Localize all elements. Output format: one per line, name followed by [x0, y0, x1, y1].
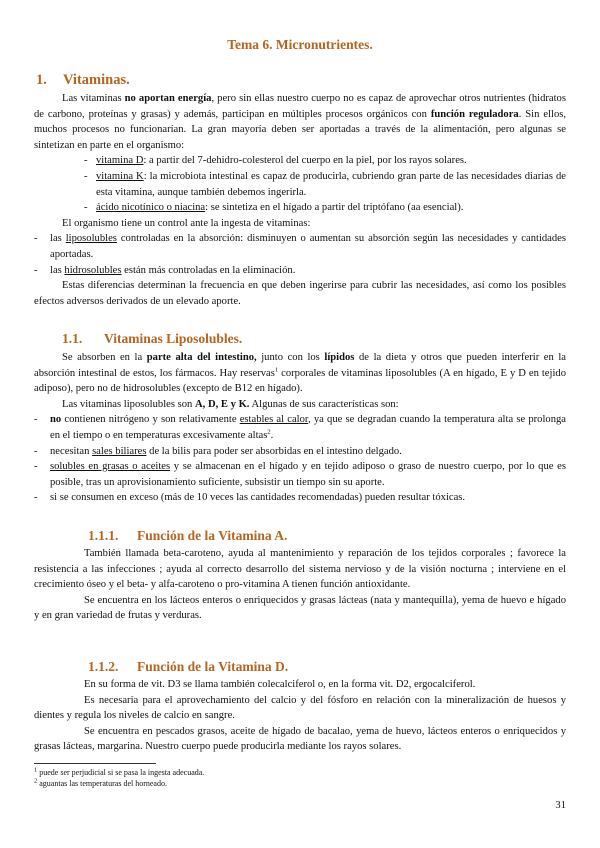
page-number: 31: [555, 800, 566, 811]
list-item: [34, 412, 566, 443]
heading-text: Función de la Vitamina A.: [137, 528, 288, 543]
heading-vitaminas: [36, 72, 130, 89]
section-vitamina-a-body: [34, 546, 566, 624]
underlined-term: liposolubles: [65, 233, 117, 245]
underlined-term: hidrosolubles: [64, 264, 122, 276]
text: corporales de vitaminas liposolubles (A en hígado, E y D en tejido adiposo), pero no de hidrosolubles (excepto de B12 en hígado).: [34, 367, 566, 395]
bold-text: lípidos: [324, 352, 355, 363]
list-item: [34, 153, 566, 169]
text: . Sin ellos, muchos procesos no funcionarían. La gran mayoría deben ser aportadas a través de la alimentación, pero algunas se sintetizan en parte en el organismo:: [34, 108, 567, 151]
footnote-number: 1: [34, 766, 38, 774]
paragraph: [34, 91, 566, 153]
list-item: - si se consumen en exceso (más de 10 veces las cantidades recomendadas) pueden resultar tóxicas.: [34, 490, 566, 506]
bold-text: no aportan energía: [124, 93, 212, 104]
footnote-2: [34, 779, 167, 789]
text: Las vitaminas: [62, 93, 125, 104]
paragraph: Se encuentra en los lácteos enteros o enriquecidos y grasas lácteas (nata y mantequilla), yema de huevo e hígado y en gran variedad de frutas y verduras.: [34, 594, 566, 622]
underlined-term: ácido nicotínico o niacina: [96, 202, 206, 214]
text: Las vitaminas liposolubles son: [62, 398, 196, 410]
text: : a partir del 7-dehidro-colesterol del cuerpo en la piel, por los rayos solares.: [143, 155, 467, 167]
text: junto con los: [256, 352, 325, 363]
heading-number: 1.: [36, 72, 47, 88]
footnote-ref[interactable]: 2: [267, 428, 271, 436]
underlined-term: sales biliares: [92, 445, 147, 457]
paragraph: También llamada beta-caroteno, ayuda al mantenimiento y reparación de los tejidos corporales ; favorece la resistencia a las infecciones ; ayuda al correcto desarrollo del sistema nervioso y de la visión nocturna ; interviene en el crecimiento óseo y el beta- y alfa-caroteno o pro-vitamina A tienen función antioxidante.: [34, 548, 566, 591]
underlined-term: solubles en grasas o aceites: [50, 461, 171, 473]
section-vitaminas-body: [34, 91, 566, 309]
underlined-term: estables al calor: [239, 414, 309, 426]
footnote-1: [34, 768, 204, 778]
paragraph: En su forma de vit. D3 se llama también colecalciferol o, en la forma vit. D2, ergocalciferol.: [84, 679, 476, 690]
text: Se absorben en la: [62, 352, 147, 363]
list-item: [34, 169, 566, 200]
paragraph: [34, 397, 566, 413]
text: de la dieta y otros que pueden interferir en la absorción intestinal de estos, los fármacos. Hay reservas: [34, 352, 567, 379]
list-item: [34, 459, 566, 490]
text: las: [50, 264, 65, 276]
section-liposolubles-body: [34, 350, 566, 506]
footnote-ref[interactable]: 1: [274, 366, 279, 374]
paragraph: [34, 350, 566, 397]
paragraph: Estas diferencias determinan la frecuencia en que deben ingerirse para cubrir las necesidades, así como los posibles efectos adversos derivados de un elevado aporte.: [34, 280, 566, 307]
text: necesitan: [50, 445, 93, 457]
list-item: [34, 444, 566, 460]
heading-vitaminas-liposolubles: [62, 331, 242, 347]
paragraph: Se encuentra en pescados grasos, aceite de hígado de bacalao, yema de huevo, lácteos enteros o enriquecidos y grasas lácteas, margarina. Nuestro cuerpo puede producirla mediante los rayos solares.: [34, 725, 566, 753]
text: están más controladas en la eliminación.: [121, 264, 296, 276]
text: controladas en la absorción: disminuyen o aumentan su absorción según las necesidades y cantidades aportadas.: [50, 233, 567, 260]
text: Algunas de sus características son:: [249, 398, 399, 410]
underlined-term: vitamina D: [96, 155, 144, 167]
underlined-term: vitamina K: [96, 170, 144, 182]
heading-text: Vitaminas Liposolubles.: [104, 331, 243, 346]
bold-text: función reguladora: [430, 108, 519, 120]
list-item: [34, 231, 566, 262]
text: .: [270, 429, 274, 441]
footnote-divider: [34, 763, 156, 764]
text: : la microbiota intestinal es capaz de producirla, cubriendo gran parte de las necesidades diarias de esta vitamina, aunque también debemos ingerirla.: [96, 170, 566, 198]
bold-text: A, D, E y K.: [195, 398, 250, 410]
text: , pero sin ellas nuestro cuerpo no es capaz de aprovechar otros nutrientes (hidratos de carbono, proteínas y grasas) y además, participan en múltiples procesos orgánicos con: [34, 93, 566, 120]
text: : se sintetiza en el hígado a partir del triptófano (aa esencial).: [205, 202, 464, 214]
footnote-text: puede ser perjudicial si se pasa la ingesta adecuada.: [37, 768, 205, 777]
paragraph: El organismo tiene un control ante la ingesta de vitaminas:: [62, 217, 311, 229]
text: contienen nitrógeno y son relativamente: [61, 414, 240, 426]
text: y se almacenan en el hígado y en tejido adiposo o graso de nuestro cuerpo, por lo que es posible, tras un aprovisionamiento suficiente, subsistir un tiempo sin su aporte.: [50, 461, 567, 488]
text: de la bilis para poder ser absorbidas en el intestino delgado.: [146, 445, 402, 457]
text: las: [50, 233, 66, 245]
heading-text: Función de la Vitamina D.: [137, 659, 289, 674]
bold-text: no: [50, 414, 62, 426]
heading-vitamina-d: [88, 659, 288, 675]
list-item: [34, 200, 566, 216]
heading-number: 1.1.1.: [88, 528, 119, 543]
text: , ya que se degradan cuando la temperatura alta se prolonga en el tiempo o en temperaturas excesivamente altas: [50, 414, 566, 441]
footnote-text: aguantas las temperaturas del horneado.: [37, 779, 167, 788]
bold-text: parte alta del intestino,: [146, 352, 257, 363]
section-vitamina-d-body: [34, 677, 566, 755]
heading-vitamina-a: [88, 528, 287, 544]
list-item: [34, 263, 566, 279]
heading-number: 1.1.2.: [88, 659, 119, 674]
heading-number: 1.1.: [62, 331, 83, 346]
footnote-number: 2: [34, 777, 38, 785]
document-title: Tema 6. Micronutrientes.: [227, 37, 373, 52]
heading-text: Vitaminas.: [63, 72, 130, 88]
paragraph: Es necesaria para el aprovechamiento del calcio y del fósforo en relación con la mineralización de huesos y dientes y regula los niveles de calcio en sangre.: [34, 694, 566, 722]
